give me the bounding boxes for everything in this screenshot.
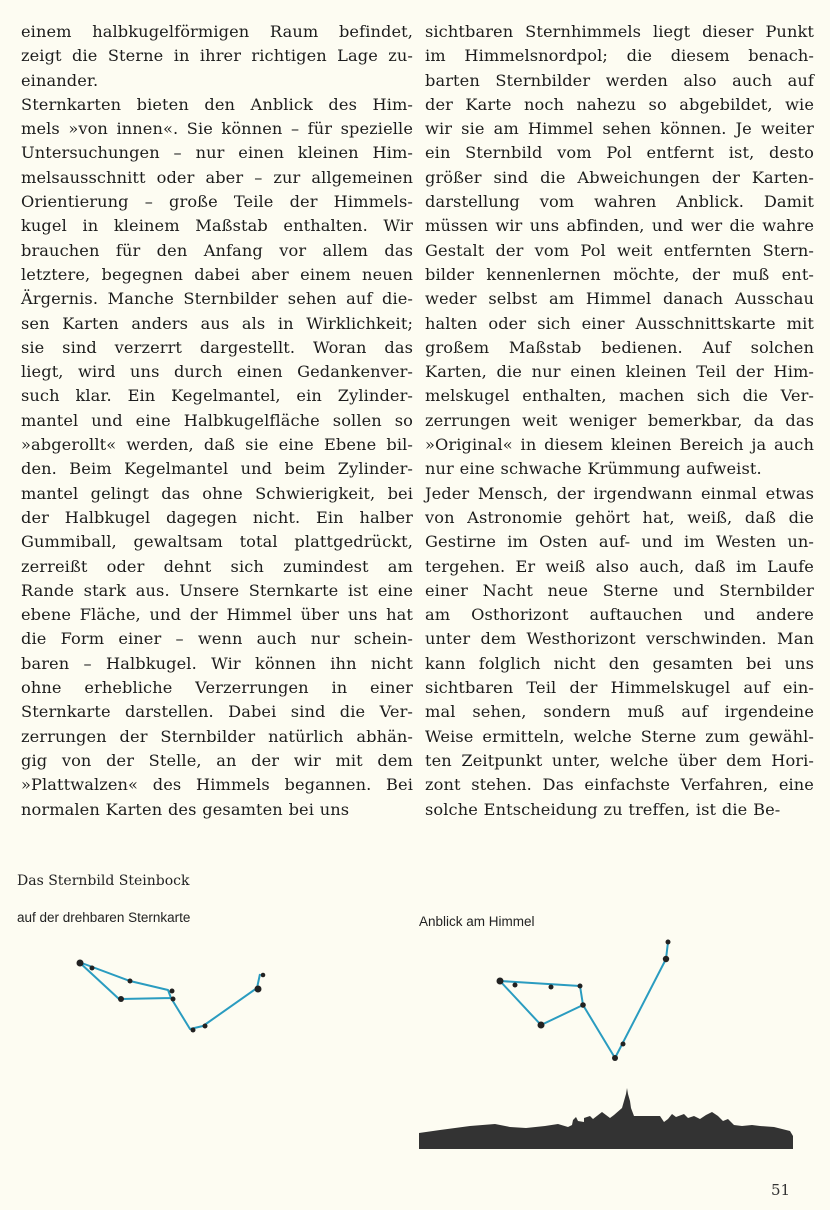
text-line: wir sie am Himmel sehen können. Je weiter [425,119,814,139]
star-dot [261,973,266,978]
text-line: gig von der Stelle, an der wir mit dem [21,750,413,770]
text-line: sichtbaren Sternhimmels liegt dieser Punkt [425,22,814,41]
right-figure-caption: Anblick am Himmel [419,914,535,929]
right-constellation-diagram [497,940,671,1062]
text-line: »Original« in diesem kleinen Bereich ja auch [425,435,814,455]
text-line: zont stehen. Das einfachste Verfahren, eine [425,775,814,795]
text-line: zerreißt oder dehnt sich zumindest am [21,556,413,576]
text-line: brauchen für den Anfang vor allem das [21,240,413,260]
text-line: großem Maßstab bedienen. Auf solchen [425,337,814,357]
text-line: barten Sternbilder werden also auch auf [425,70,814,90]
text-line: zeigt die Sterne in ihrer richtigen Lage zu- [21,46,413,66]
text-line: der Karte noch nahezu so abgebildet, wie [425,94,814,114]
text-line: Gestalt der vom Pol weit entfernten Stern- [425,240,814,260]
star-dot [513,983,518,988]
star-dot [666,940,671,945]
text-line: müssen wir uns abfinden, und wer die wahre [425,216,814,236]
star-dot [118,996,124,1002]
text-line: der Halbkugel dagegen nicht. Ein halber [21,507,413,527]
text-line: weder selbst am Himmel danach Ausschau [425,289,814,309]
star-dot [621,1042,626,1047]
text-line: Jeder Mensch, der irgendwann einmal etwas [425,483,814,503]
star-dot [663,956,669,962]
text-line: Ärgernis. Manche Sternbilder sehen auf die- [21,289,413,309]
text-line: solche Entscheidung zu treffen, ist die Be- [425,799,781,819]
text-line: einer Nacht neue Sterne und Sternbilder [425,580,814,600]
text-line: Sternkarten bieten den Anblick des Him- [21,94,413,114]
star-dot [191,1028,196,1033]
text-line: mels »von innen«. Sie können – für spezielle [21,119,413,139]
text-line: den. Beim Kegelmantel und beim Zylinder- [21,459,413,479]
text-line: ebene Fläche, und der Himmel über uns hat [21,605,413,625]
left-constellation-diagram [77,960,266,1033]
star-dot [77,960,84,967]
text-line: letztere, begegnen dabei aber einem neuen [21,264,413,284]
text-line: ohne erhebliche Verzerrungen in einer [21,678,413,698]
star-dot [612,1055,618,1061]
text-line: darstellung vom wahren Anblick. Damit [425,192,814,212]
text-line: kann folglich nicht den gesamten bei uns [425,653,814,673]
text-line: von Astronomie gehört hat, weiß, daß die [425,507,814,527]
text-line: mantel und eine Halbkugelfläche sollen so [21,410,413,430]
star-dot [578,984,583,989]
text-line: Weise ermitteln, welche Sterne zum gewähl- [425,726,814,746]
text-line: am Osthorizont auftauchen und andere [425,605,814,625]
star-dot [128,979,133,984]
text-line: melskugel enthalten, machen sich die Ver- [425,386,814,406]
star-dot [497,978,504,985]
left-figure-caption: auf der drehbaren Sternkarte [17,910,191,925]
star-dot [170,989,175,994]
text-line: ein Sternbild vom Pol entfernt ist, desto [425,143,814,163]
text-line: nur eine schwache Krümmung aufweist. [425,459,762,479]
text-line: Orientierung – große Teile der Himmels- [21,192,413,212]
text-line: die Form einer – wenn auch nur schein- [21,629,413,649]
text-line: mantel gelingt das ohne Schwierigkeit, bei [21,483,413,503]
text-line: zerrungen der Sternbilder natürlich abhän- [21,726,413,746]
text-line: sen Karten anders aus als in Wirklichkeit; [21,313,413,333]
text-line: bilder kennenlernen möchte, der muß ent- [425,264,814,284]
text-line: ten Zeitpunkt unter, welche über dem Hori- [425,750,814,770]
town-skyline-silhouette [419,1088,793,1149]
text-line: normalen Karten des gesamten bei uns [21,799,350,819]
text-line: kugel in kleinem Maßstab enthalten. Wir [21,216,413,236]
star-dot [538,1022,545,1029]
star-dot [171,997,176,1002]
text-line: baren – Halbkugel. Wir können ihn nicht [21,653,413,673]
star-dot [203,1024,208,1029]
constellation-lines [500,942,668,1058]
text-line: liegt, wird uns durch einen Gedankenver- [21,362,413,382]
text-line: einander. [21,70,99,90]
text-line: halten oder sich einer Ausschnittskarte mit [425,313,814,333]
text-line: Gestirne im Osten auf- und im Westen un- [425,532,814,552]
text-line: melsausschnitt oder aber – zur allgemeinen [21,167,413,187]
text-line: »abgerollt« werden, daß sie eine Ebene bil- [21,435,413,455]
text-line: sie sind verzerrt dargestellt. Woran das [21,337,413,357]
text-line: unter dem Westhorizont verschwinden. Man [425,629,814,649]
star-dot [90,966,95,971]
text-line: mal sehen, sondern muß auf irgendeine [425,702,814,722]
text-line: tergehen. Er weiß also auch, daß im Laufe [425,556,814,576]
star-dot [549,985,554,990]
text-line: einem halbkugelförmigen Raum befindet, [21,22,413,41]
text-line: Karten, die nur einen kleinen Teil der Him- [425,362,814,382]
text-line: Gummiball, gewaltsam total plattgedrückt, [21,532,413,552]
page-number: 51 [771,1181,791,1199]
text-line: »Plattwalzen« des Himmels begannen. Bei [21,775,413,795]
text-line: sichtbaren Teil der Himmelskugel auf ein- [425,678,814,698]
text-line: Rande stark aus. Unsere Sternkarte ist eine [21,580,413,600]
figure-title: Das Sternbild Steinbock [17,873,190,889]
star-dot [255,986,262,993]
star-dot [580,1002,586,1008]
text-line: Untersuchungen – nur einen kleinen Him- [21,143,413,163]
text-line: such klar. Ein Kegelmantel, ein Zylinder- [21,386,413,406]
text-line: im Himmelsnordpol; die diesem benach- [425,46,814,66]
text-line: größer sind die Abweichungen der Karten- [425,167,814,187]
text-line: zerrungen weit weniger bemerkbar, da das [425,410,814,430]
text-line: Sternkarte darstellen. Dabei sind die Ver- [21,702,413,722]
constellation-lines [79,962,260,1029]
